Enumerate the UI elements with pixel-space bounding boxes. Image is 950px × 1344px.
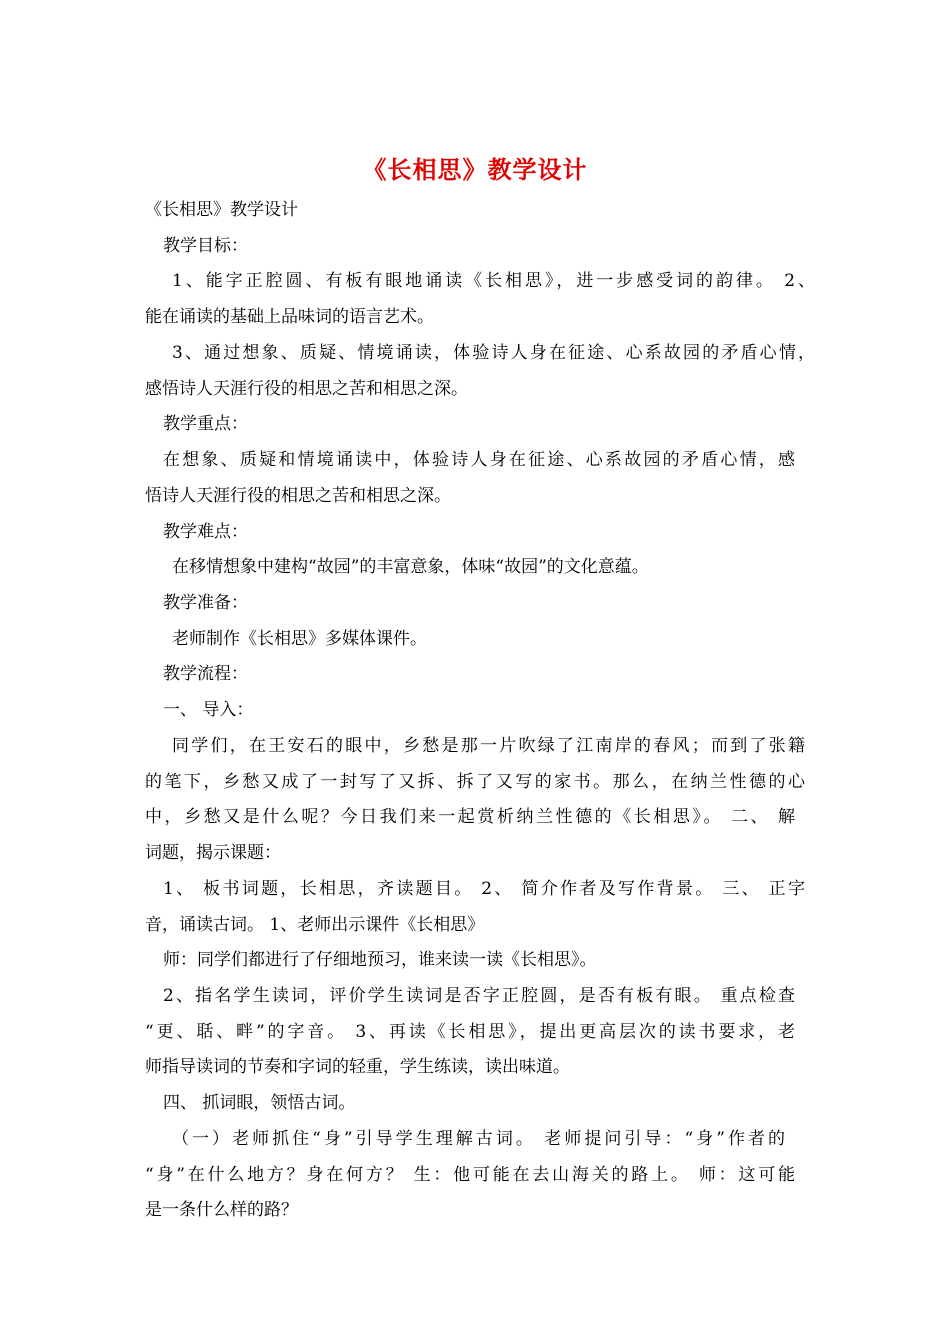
paragraph-line: 在移情想象中建构“故园”的丰富意象，体味“故园”的文化意蕴。 [172, 557, 649, 577]
paragraph-line: “身”在什么地方？身在何方？ 生：他可能在去山海关的路上。 师：这可能 [145, 1165, 795, 1185]
paragraph-line: 老师制作《长相思》多媒体课件。 [172, 629, 427, 649]
paragraph-line: 中，乡愁又是什么呢？今日我们来一起赏析纳兰性德的《长相思》。 二、 解 [145, 807, 795, 827]
paragraph-line: 3、通过想象、质疑、情境诵读，体验诗人身在征途、心系故园的矛盾心情， [172, 343, 815, 363]
heading-difficulties: 教学难点： [163, 522, 248, 542]
heading-key-points: 教学重点： [163, 414, 248, 434]
heading-preparation: 教学准备： [163, 593, 248, 613]
paragraph-line: 师：同学们都进行了仔细地预习，谁来读一读《长相思》。 [163, 950, 597, 970]
paragraph-line: 能在诵读的基础上品味词的语言艺术。 [145, 307, 434, 327]
paragraph-line: 师指导读词的节奏和字词的轻重，学生练读，读出味道。 [145, 1057, 570, 1077]
heading-objectives: 教学目标： [163, 236, 248, 256]
heading-process: 教学流程： [163, 664, 248, 684]
paragraph-line: 词题，揭示课题： [145, 843, 281, 863]
paragraph-line: 2、指名学生读词，评价学生读词是否字正腔圆，是否有板有眼。 重点检查 [163, 986, 795, 1006]
document-title: 《长相思》教学设计 [362, 155, 588, 184]
paragraph-line: 悟诗人天涯行役的相思之苦和相思之深。 [145, 486, 451, 506]
subtitle-line: 《长相思》教学设计 [145, 200, 298, 220]
paragraph-line: 1、 板书词题，长相思，齐读题目。 2、 简介作者及写作背景。 三、 正字 [163, 879, 805, 899]
paragraph-line: 同学们，在王安石的眼中，乡愁是那一片吹绿了江南岸的春风；而到了张籍 [172, 736, 805, 756]
paragraph-line: 在想象、质疑和情境诵读中，体验诗人身在征途、心系故园的矛盾心情，感 [163, 450, 795, 470]
section-heading-four: 四、 抓词眼，领悟古词。 [163, 1093, 356, 1113]
paragraph-line: 音，诵读古词。 1、老师出示课件《长相思》 [145, 915, 485, 935]
paragraph-line: 的笔下，乡愁又成了一封写了又拆、拆了又写的家书。那么，在纳兰性德的心 [145, 772, 805, 792]
paragraph-line: 1、能字正腔圆、有板有眼地诵读《长相思》，进一步感受词的韵律。 2、 [172, 271, 815, 291]
paragraph-line: 感悟诗人天涯行役的相思之苦和相思之深。 [145, 379, 468, 399]
section-heading-intro: 一、 导入： [163, 700, 254, 720]
paragraph-line: 是一条什么样的路？ [145, 1200, 298, 1220]
paragraph-line: “更、聒、畔”的字音。 3、再读《长相思》，提出更高层次的读书要求，老 [145, 1022, 795, 1042]
paragraph-line: （一）老师抓住“身”引导学生理解古词。 老师提问引导：“身”作者的 [172, 1129, 785, 1149]
